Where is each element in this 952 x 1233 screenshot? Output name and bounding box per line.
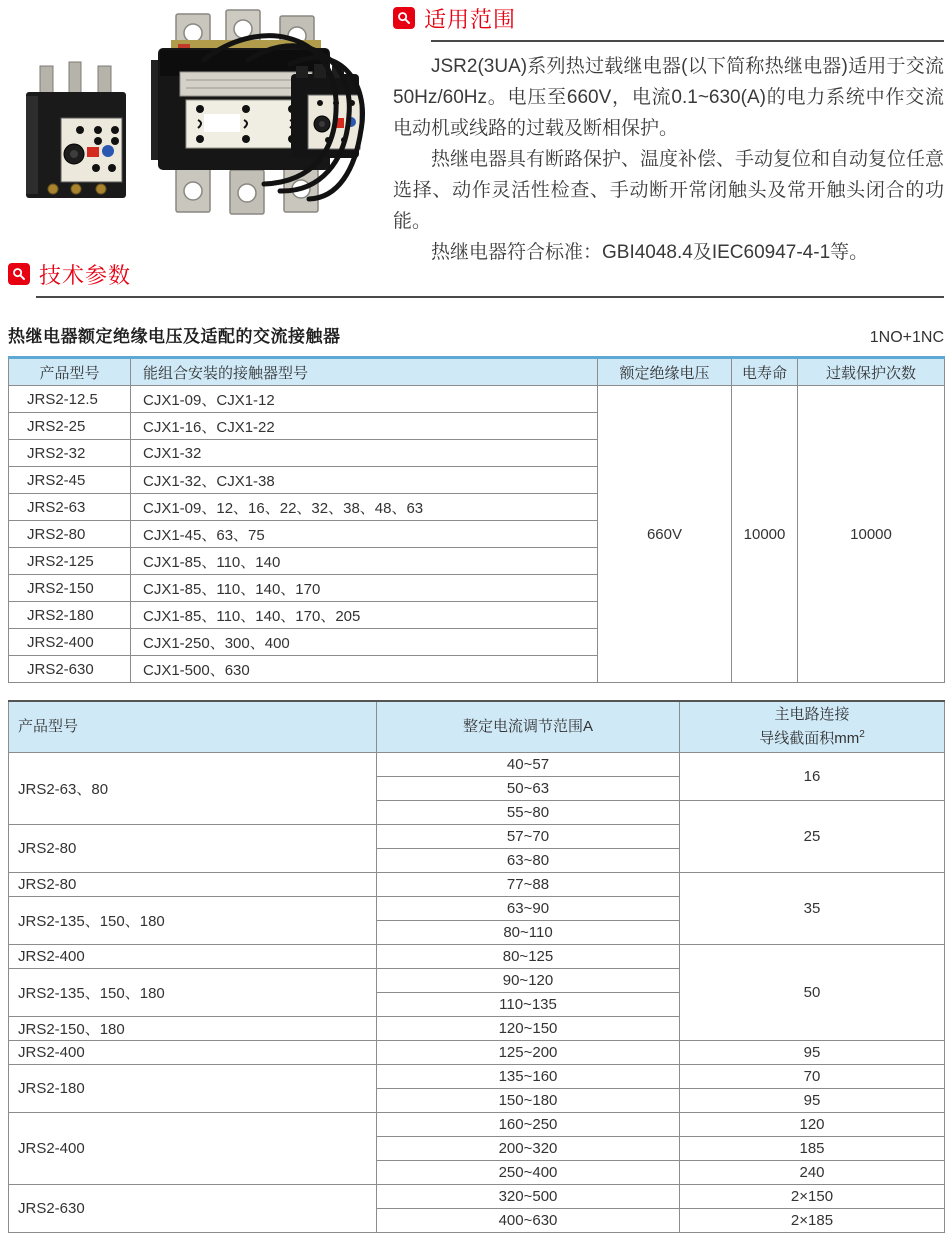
model-cell: JRS2-150、180 [9, 1017, 377, 1041]
current-range-cell: 150~180 [377, 1089, 680, 1113]
current-range-cell: 120~150 [377, 1017, 680, 1041]
model-cell: JRS2-400 [9, 629, 131, 656]
column-header: 电寿命 [732, 358, 798, 386]
column-header: 整定电流调节范围A [377, 701, 680, 753]
wire-section-cell: 16 [680, 753, 945, 801]
current-range-cell: 63~90 [377, 897, 680, 921]
application-paragraph: JSR2(3UA)系列热过载继电器(以下简称热继电器)适用于交流50Hz/60Hz。电压至660V，电流0.1~630(A)的电力系统中作交流电动机或线路的过载及断相保护。 [393, 56, 944, 139]
table-header-row [9, 358, 945, 386]
electrical-life-cell: 10000 [732, 386, 798, 683]
table-row [9, 873, 945, 897]
current-range-cell: 63~80 [377, 849, 680, 873]
wire-section-cell: 120 [680, 1113, 945, 1137]
current-range-cell: 135~160 [377, 1065, 680, 1089]
application-paragraph: 热继电器符合标准：GBI4048.4及IEC60947-4-1等。 [431, 242, 869, 263]
contactor-cell: CJX1-09、12、16、22、32、38、48、63 [131, 494, 598, 521]
voltage-table [8, 356, 945, 683]
current-range-cell: 250~400 [377, 1161, 680, 1185]
model-cell: JRS2-180 [9, 1065, 377, 1113]
wire-section-cell: 35 [680, 873, 945, 945]
table-row [9, 386, 945, 413]
table1-caption-row [8, 322, 944, 347]
current-range-cell: 77~88 [377, 873, 680, 897]
table-row [9, 1065, 945, 1089]
magnifier-icon [8, 263, 30, 285]
magnifier-icon [393, 7, 415, 29]
wire-section-cell: 25 [680, 801, 945, 873]
table-row [9, 1041, 945, 1065]
model-cell: JRS2-400 [9, 945, 377, 969]
section-divider [431, 40, 944, 42]
column-header-sup: 2 [859, 729, 865, 740]
current-range-cell: 200~320 [377, 1137, 680, 1161]
contactor-cell: CJX1-16、CJX1-22 [131, 413, 598, 440]
column-header [680, 701, 945, 753]
model-cell: JRS2-80 [9, 825, 377, 873]
contactor-cell: CJX1-85、110、140 [131, 548, 598, 575]
model-cell: JRS2-63 [9, 494, 131, 521]
column-header: 产品型号 [9, 701, 377, 753]
column-header: 能组合安装的接触器型号 [131, 358, 598, 386]
table-row [9, 1185, 945, 1209]
current-range-cell: 40~57 [377, 753, 680, 777]
contactor-cell: CJX1-500、630 [131, 656, 598, 683]
contactor-cell: CJX1-45、63、75 [131, 521, 598, 548]
current-range-cell: 320~500 [377, 1185, 680, 1209]
top-section [0, 0, 952, 263]
column-header-line1: 主电路连接 [774, 706, 850, 723]
model-cell: JRS2-63、80 [9, 753, 377, 825]
model-cell: JRS2-80 [9, 873, 377, 897]
current-table-body [9, 753, 945, 1233]
current-range-cell: 57~70 [377, 825, 680, 849]
table-row [9, 753, 945, 777]
wire-section-cell: 2×185 [680, 1209, 945, 1233]
current-range-cell: 80~125 [377, 945, 680, 969]
model-cell: JRS2-400 [9, 1041, 377, 1065]
current-range-cell: 400~630 [377, 1209, 680, 1233]
table1-title: 热继电器额定绝缘电压及适配的交流接触器 [8, 327, 341, 346]
wire-section-cell: 70 [680, 1065, 945, 1089]
wire-section-cell: 95 [680, 1089, 945, 1113]
wire-section-cell: 185 [680, 1137, 945, 1161]
table-row [9, 1113, 945, 1137]
table1-note: 1NO+1NC [869, 329, 944, 346]
section-title: 技术参数 [39, 262, 132, 288]
application-paragraph: 热继电器具有断路保护、温度补偿、手动复位和自动复位任意选择、动作灵活性检查、手动断开常闭触头及常开触头闭合的功能。 [393, 149, 945, 232]
application-section [393, 0, 945, 263]
model-cell: JRS2-630 [9, 1185, 377, 1233]
model-cell: JRS2-180 [9, 602, 131, 629]
current-range-cell: 125~200 [377, 1041, 680, 1065]
model-cell: JRS2-150 [9, 575, 131, 602]
insulation-voltage-cell: 660V [598, 386, 732, 683]
current-range-cell: 50~63 [377, 777, 680, 801]
model-cell: JRS2-12.5 [9, 386, 131, 413]
current-range-cell: 80~110 [377, 921, 680, 945]
column-header: 额定绝缘电压 [598, 358, 732, 386]
contactor-cell: CJX1-09、CJX1-12 [131, 386, 598, 413]
section-title: 适用范围 [424, 6, 517, 32]
wire-section-cell: 2×150 [680, 1185, 945, 1209]
voltage-table-body [9, 386, 945, 683]
current-range-table [8, 700, 945, 1233]
column-header: 产品型号 [9, 358, 131, 386]
model-cell: JRS2-32 [9, 440, 131, 467]
wire-section-cell: 95 [680, 1041, 945, 1065]
model-cell: JRS2-80 [9, 521, 131, 548]
table-row [9, 945, 945, 969]
model-cell: JRS2-630 [9, 656, 131, 683]
current-range-cell: 110~135 [377, 993, 680, 1017]
column-header: 过载保护次数 [798, 358, 945, 386]
column-header-line2: 导线截面积mm [759, 730, 860, 747]
contactor-cell: CJX1-85、110、140、170、205 [131, 602, 598, 629]
model-cell: JRS2-45 [9, 467, 131, 494]
current-range-cell: 90~120 [377, 969, 680, 993]
application-section-header [393, 4, 944, 32]
wire-section-cell: 240 [680, 1161, 945, 1185]
table-header-row [9, 701, 945, 753]
model-cell: JRS2-25 [9, 413, 131, 440]
contactor-cell: CJX1-250、300、400 [131, 629, 598, 656]
model-cell: JRS2-135、150、180 [9, 969, 377, 1017]
model-cell: JRS2-400 [9, 1113, 377, 1185]
overload-protection-cell: 10000 [798, 386, 945, 683]
section-divider [36, 296, 944, 298]
model-cell: JRS2-135、150、180 [9, 897, 377, 945]
product-photo [8, 0, 393, 252]
contactor-cell: CJX1-32、CJX1-38 [131, 467, 598, 494]
contactor-cell: CJX1-32 [131, 440, 598, 467]
model-cell: JRS2-125 [9, 548, 131, 575]
current-range-cell: 160~250 [377, 1113, 680, 1137]
contactor-cell: CJX1-85、110、140、170 [131, 575, 598, 602]
wire-section-cell: 50 [680, 945, 945, 1041]
current-range-cell: 55~80 [377, 801, 680, 825]
